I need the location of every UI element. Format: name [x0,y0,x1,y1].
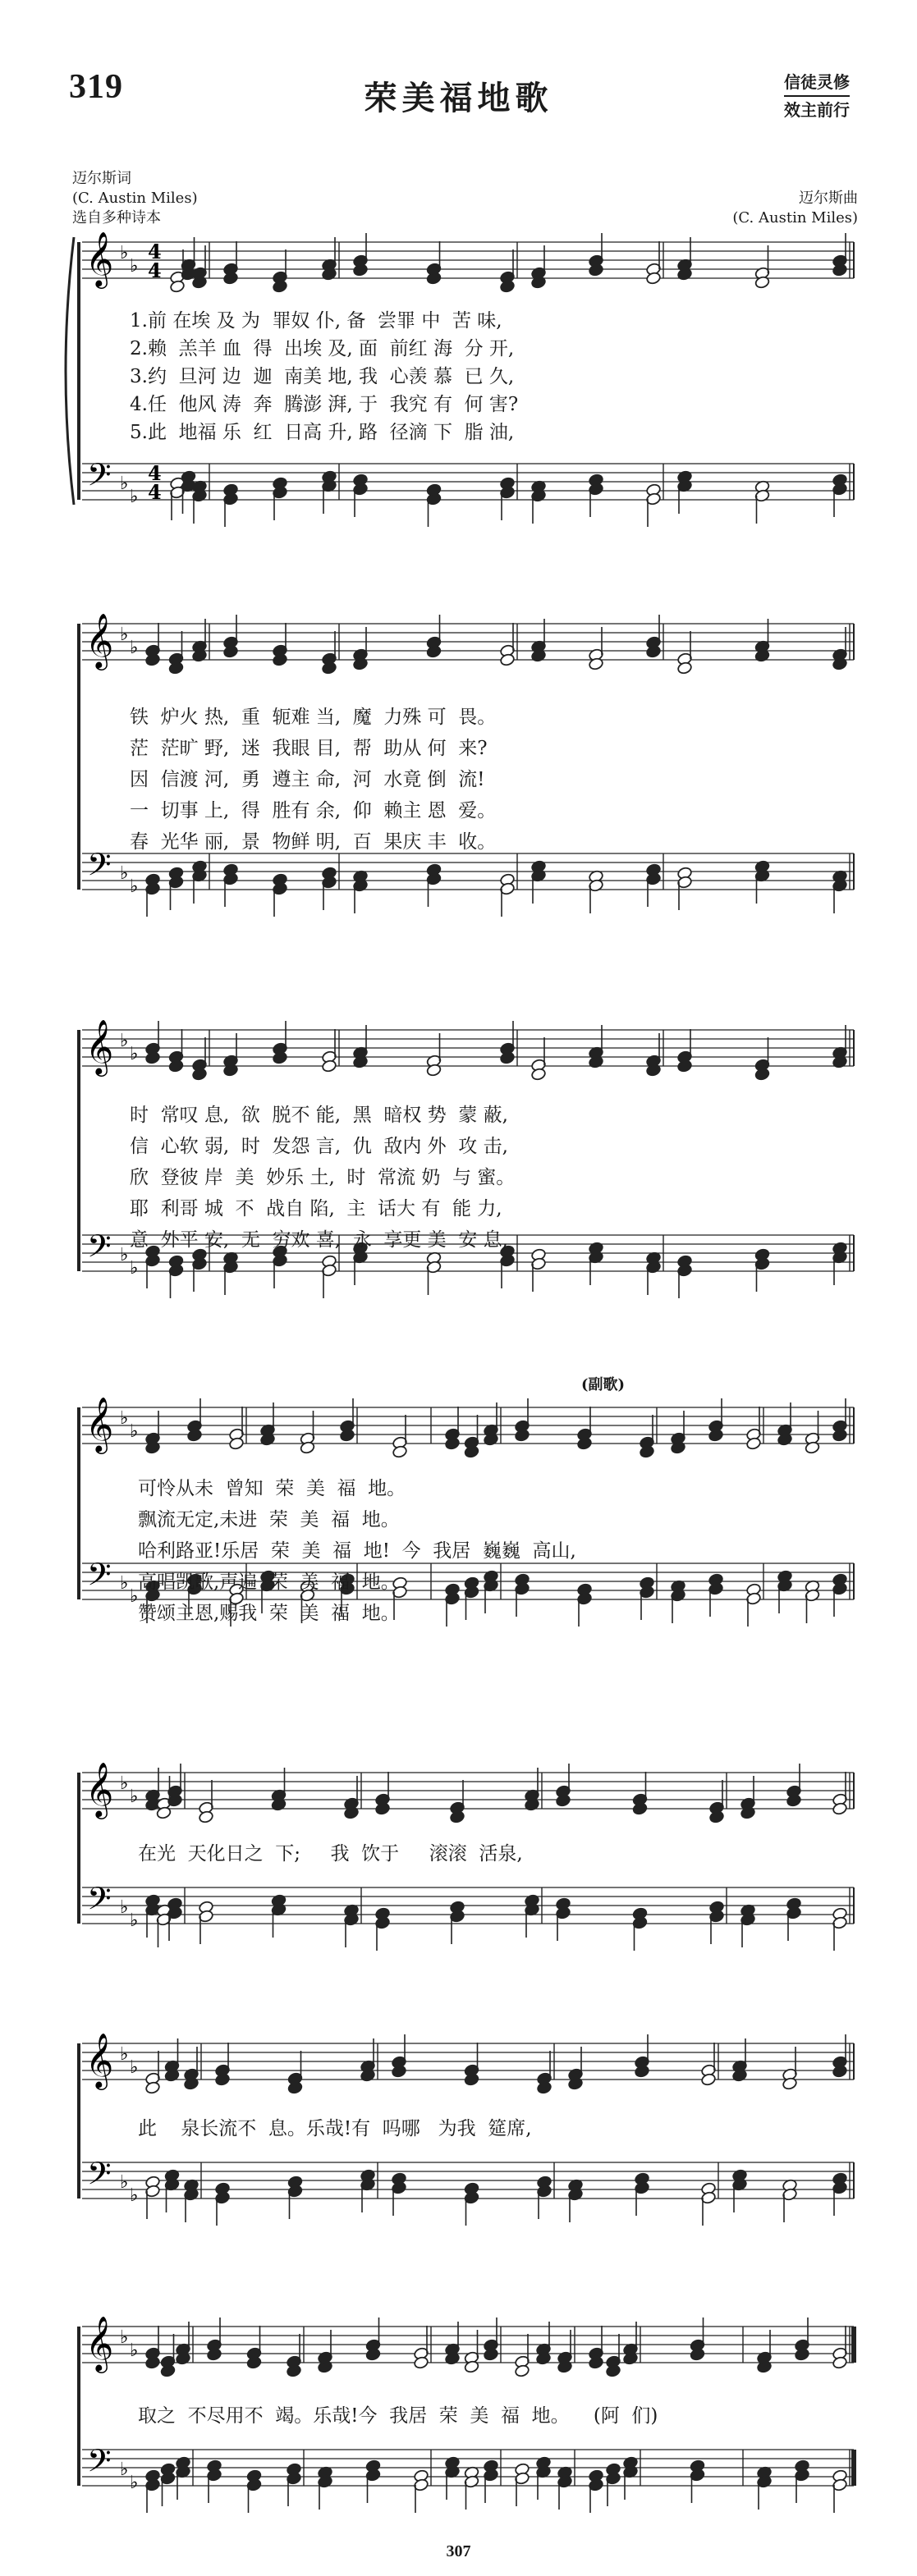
lyric-line: 高唱凯歌,声遍 荣 美 福 地。 [138,1572,400,1593]
lyric-line: 意 外平 安, 无 穷欢 喜, 永 享更 美 安 息, [130,1229,508,1251]
composer-en: (C. Austin Miles) [732,209,858,226]
hymn-number: 319 [69,68,123,106]
time-sig-top: 4 [148,240,162,263]
lyric-line: 飘流无定,未进 荣 美 福 地。 [138,1509,400,1531]
flat-icon: ♭ [120,863,129,884]
flat-icon: ♭ [130,1044,139,1064]
flat-icon: ♭ [130,2057,139,2078]
lyric-line: 时 常叹 息, 欲 脱不 能, 黑 暗权 势 蒙 蔽, [130,1105,508,1126]
refrain-label: (副歌) [581,1376,626,1393]
time-sig-bottom: 4 [148,480,162,504]
flat-icon: ♭ [130,256,139,277]
page-number: 307 [446,2542,471,2560]
lyric-line: 1.前 在埃 及 为 罪奴 仆, 备 尝罪 中 苦 味, [130,310,502,332]
time-sig-top: 4 [148,461,162,485]
bass-clef-icon: 𝄢 [87,2155,112,2199]
bass-clef-icon: 𝄢 [87,1556,112,1600]
lyric-line: 春 光华 丽, 景 物鲜 明, 百 果庆 丰 收。 [130,831,497,853]
flat-icon: ♭ [120,1897,129,1918]
hymn-title: 荣美福地歌 [364,79,553,117]
treble-clef-icon: 𝄞 [85,1018,114,1074]
treble-clef-icon: 𝄞 [85,231,114,286]
bass-clef-icon: 𝄢 [87,2442,112,2487]
lyric-line: 赞颂主恩,赐我 荣 美 福 地。 [138,1603,400,1624]
treble-clef-icon: 𝄞 [85,612,114,668]
flat-icon: ♭ [120,1773,129,1794]
treble-clef-icon: 𝄞 [85,2032,114,2088]
composer-cn: 迈尔斯曲 [799,190,858,207]
lyric-line: 一 切事 上, 得 胜有 余, 仰 赖主 恩 爱。 [130,800,497,821]
flat-icon: ♭ [120,474,129,494]
lyric-line: 哈利路亚!乐居 荣 美 福 地! 今 我居 巍巍 高山, [138,1540,576,1562]
flat-icon: ♭ [120,1245,129,1265]
flat-icon: ♭ [120,1573,129,1594]
time-sig-bottom: 4 [148,259,162,282]
flat-icon: ♭ [130,876,139,897]
lyric-line: 信 心软 弱, 时 发怨 言, 仇 敌内 外 攻 击, [130,1136,508,1157]
system-brace [66,237,74,505]
flat-icon: ♭ [130,1586,139,1607]
flat-icon: ♭ [120,2044,129,2065]
bass-clef-icon: 𝄢 [87,456,112,501]
flat-icon: ♭ [120,2172,129,2193]
lyric-line: 铁 炉火 热, 重 轭难 当, 魔 力殊 可 畏。 [130,707,497,728]
treble-clef-icon: 𝄞 [85,1761,114,1817]
treble-clef-icon: 𝄞 [85,2315,114,2371]
flat-icon: ♭ [130,1258,139,1279]
lyricist-en: (C. Austin Miles) [72,190,198,207]
lyric-line: 取之 不尽用不 竭。乐哉!今 我居 荣 美 福 地。 (阿 们) [138,2405,658,2427]
flat-icon: ♭ [130,2473,139,2493]
flat-icon: ♭ [120,625,129,645]
lyric-line: 2.赖 羔羊 血 得 出埃 及, 面 前红 海 分 开, [130,338,515,359]
flat-icon: ♭ [120,1408,129,1429]
flat-icon: ♭ [130,1421,139,1442]
bass-clef-icon: 𝄢 [87,846,112,890]
lyric-line: 可怜从未 曾知 荣 美 福 地。 [138,1478,406,1499]
lyric-line: 在光 天化日之 下; 我 饮于 滚滚 活泉, [138,1843,523,1865]
lyric-line: 5.此 地福 乐 红 日高 升, 路 径滴 下 脂 油, [130,422,515,443]
flat-icon: ♭ [120,1031,129,1051]
lyric-line: 此 泉长流不 息。乐哉!有 吗哪 为我 筵席, [138,2118,532,2139]
lyricist-cn: 迈尔斯词 [72,170,131,187]
flat-icon: ♭ [120,2459,129,2480]
lyric-line: 3.约 旦河 边 迦 南美 地, 我 心羡 慕 已 久, [130,366,515,387]
category-line-1: 信徒灵修 [784,72,850,92]
flat-icon: ♭ [130,2340,139,2361]
flat-icon: ♭ [130,1787,139,1807]
bass-clef-icon: 𝄢 [87,1228,112,1272]
lyric-line: 茫 茫旷 野, 迷 我眼 目, 帮 助从 何 来? [130,738,488,759]
lyric-line: 4.任 他风 涛 奔 腾澎 湃, 于 我究 有 何 害? [130,394,519,415]
flat-icon: ♭ [130,1910,139,1931]
flat-icon: ♭ [130,2185,139,2206]
bass-clef-icon: 𝄢 [87,1880,112,1924]
lyric-line: 欣 登彼 岸 美 妙乐 土, 时 常流 奶 与 蜜。 [130,1167,516,1188]
flat-icon: ♭ [120,2327,129,2348]
treble-clef-icon: 𝄞 [85,1396,114,1452]
category-line-2: 效主前行 [784,100,850,120]
lyric-line: 耶 利哥 城 不 战自 陷, 主 话大 有 能 力, [130,1198,502,1219]
flat-icon: ♭ [130,638,139,658]
flat-icon: ♭ [120,243,129,263]
lyrics-source: 选自多种诗本 [72,209,161,226]
flat-icon: ♭ [130,487,139,507]
lyric-line: 因 信渡 河, 勇 遵主 命, 河 水竟 倒 流! [130,769,485,790]
